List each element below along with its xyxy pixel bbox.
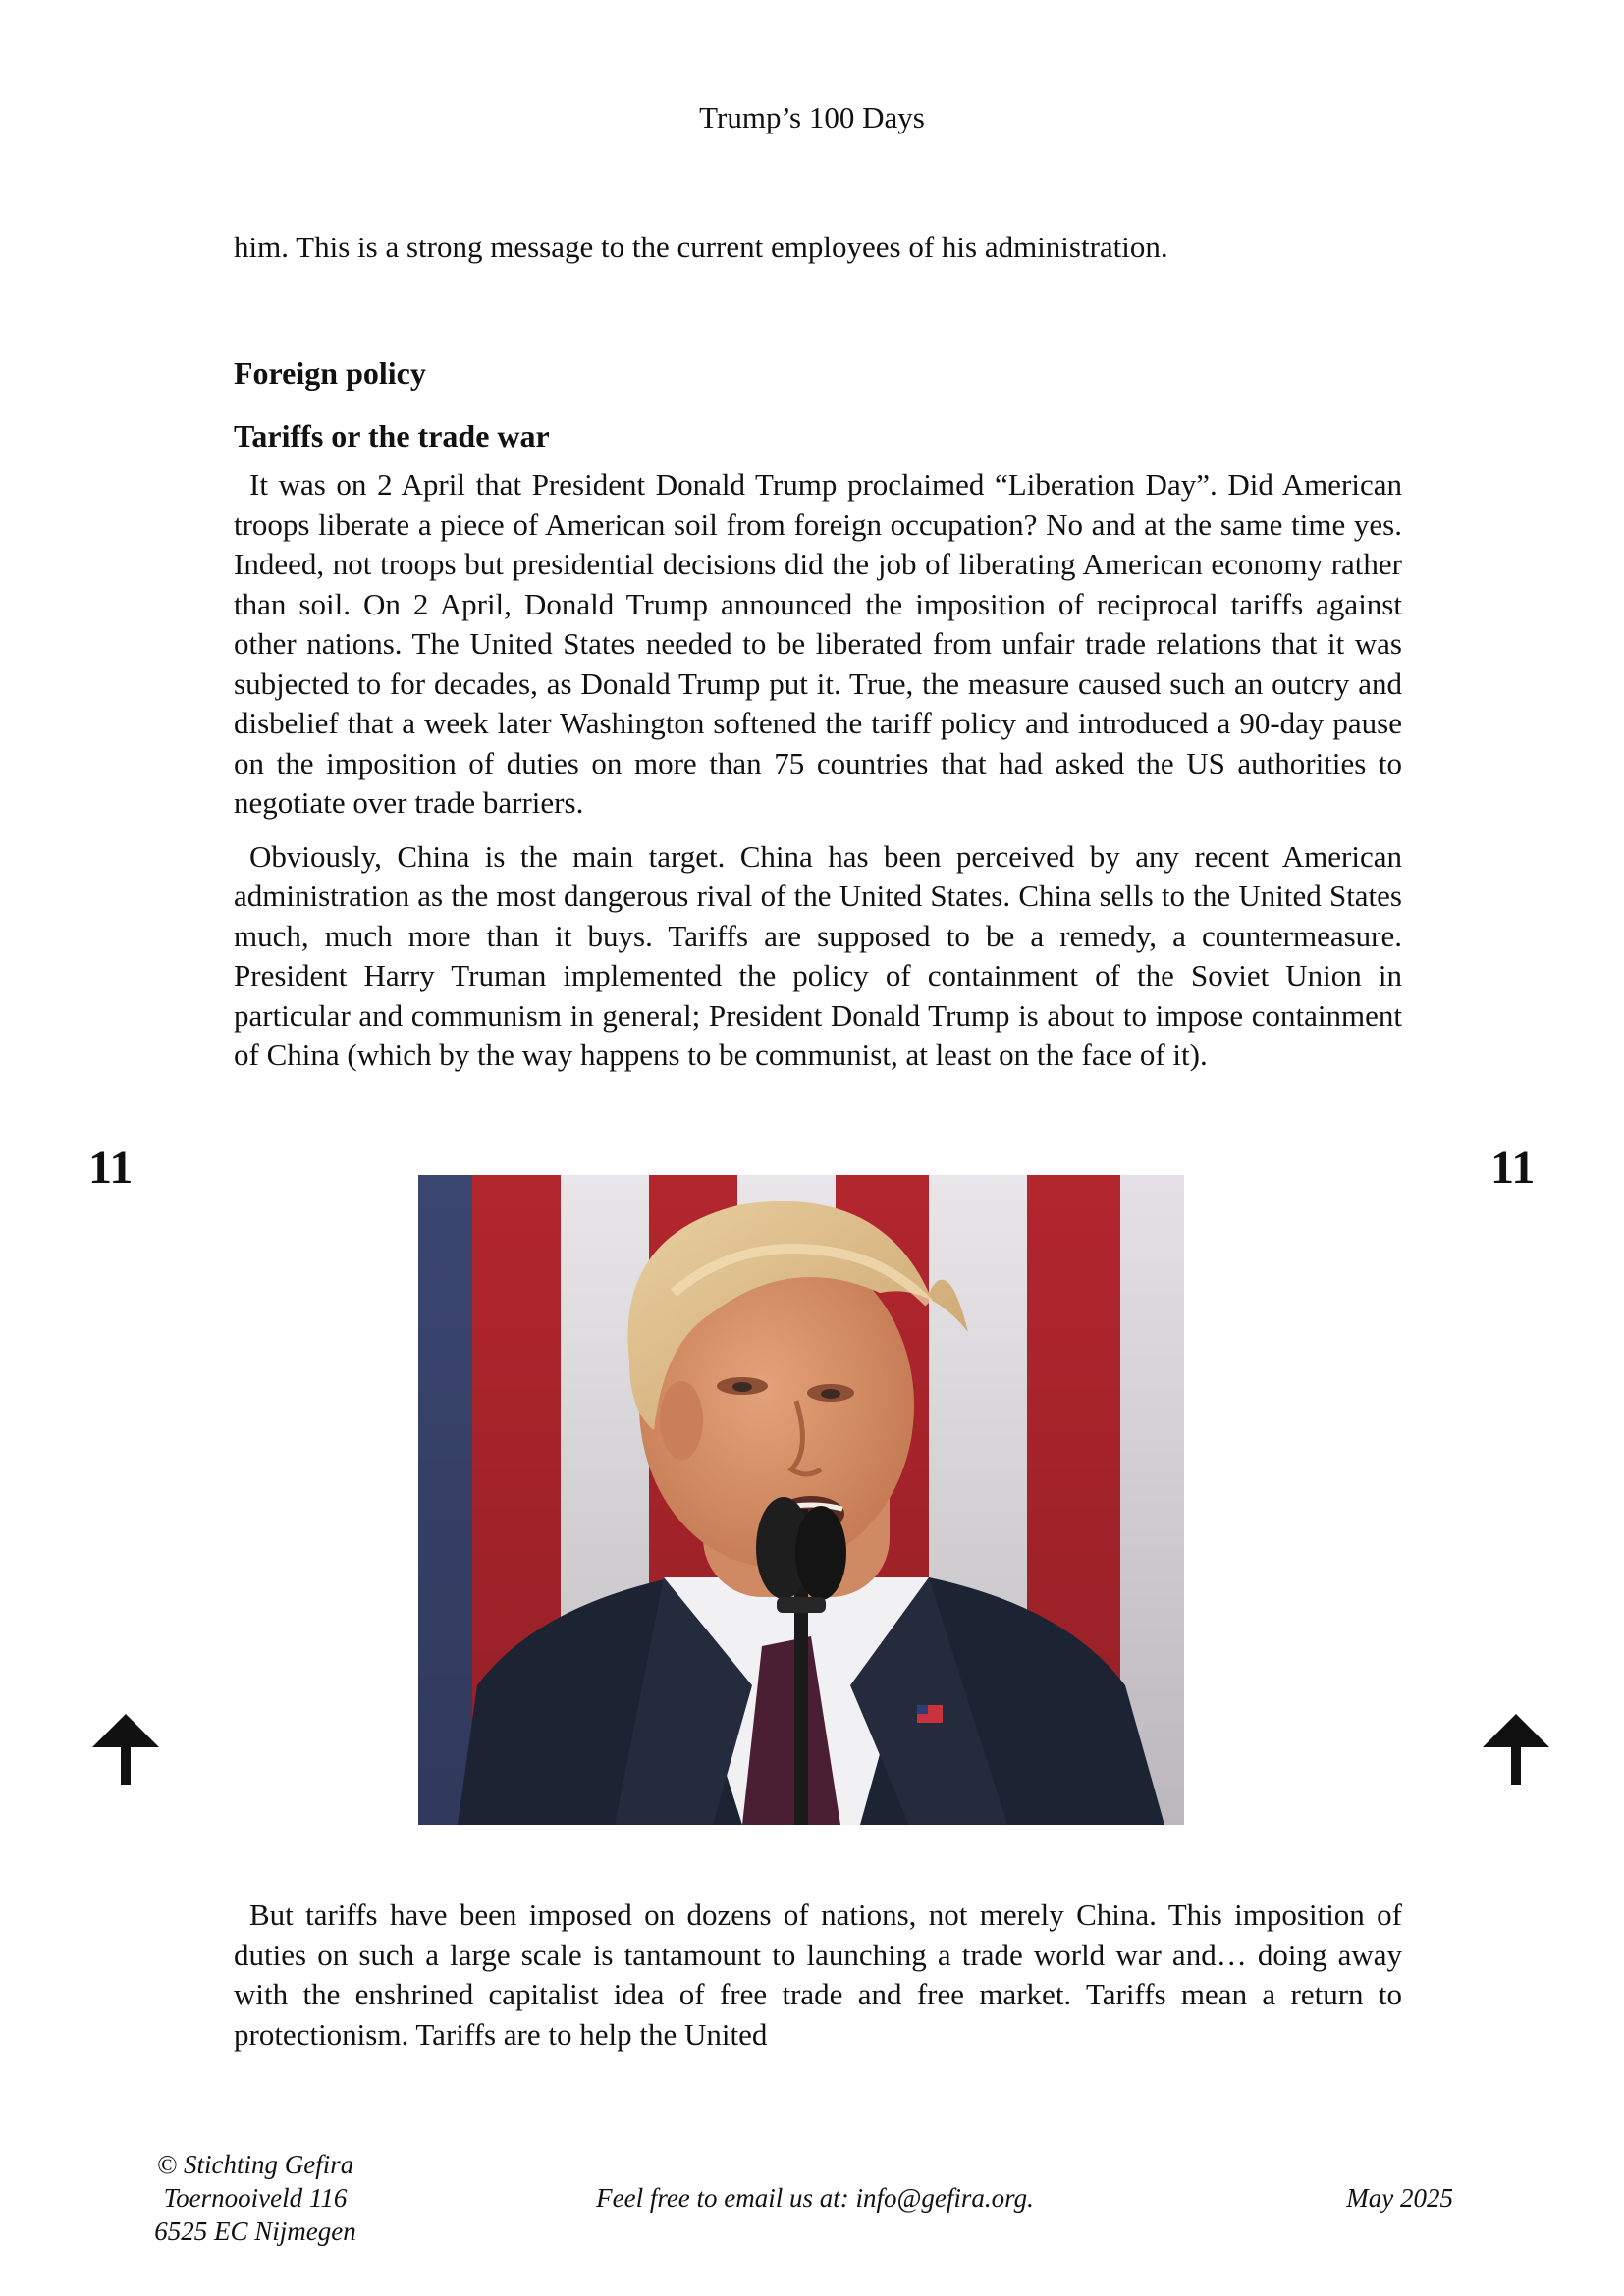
article-body-bottom xyxy=(234,1896,1402,2055)
footer-street: Toernooiveld 116 xyxy=(163,2183,348,2213)
footer-address xyxy=(137,2148,373,2248)
paragraph: Obviously, China is the main target. China has been perceived by any recent American administration as the most dangerous rival of the United States. China sells to the United States much, much more than it buys. Tariffs are supposed to be a remedy, a countermeasure. President Harry Truman implemented the policy of containment of the Soviet Union in particular and communism in general; President Donald Trump is about to impose containment of China (which by the way happens to be communist, at least on the face of it). xyxy=(234,838,1402,1072)
footer-copyright: © Stichting Gefira xyxy=(156,2150,354,2179)
sub-heading: Tariffs or the trade war xyxy=(234,418,550,454)
footer-city: 6525 EC Nijmegen xyxy=(154,2216,356,2246)
footer-contact: Feel free to email us at: info@gefira.org. xyxy=(596,2183,1034,2213)
up-arrow-icon[interactable] xyxy=(1479,1708,1553,1787)
continuation-text: him. This is a strong message to the current employees of his administration. xyxy=(234,230,1168,264)
section-heading: Foreign policy xyxy=(234,355,426,391)
paragraph: But tariffs have been imposed on dozens of nations, not merely China. This imposition of duties on such a large scale is tantamount to launching a trade world war and… doing away with the enshrined capitalist idea of free trade and free market. Tariffs mean a return to protectionism. Tariffs are to help the United xyxy=(234,1897,1402,2052)
paragraph: It was on 2 April that President Donald Trump proclaimed “Liberation Day”. Did American troops liberate a piece of American soil from foreign occupation? No and at the same time yes. Indeed, not troops but presidential decisions did the job of liberating American economy rather than soil. On 2 April, Donald Trump announced the imposition of reciprocal tariffs against other nations. The United States needed to be liberated from unfair trade relations that it was subjected to for decades, as Donald Trump put it. True, the measure caused such an outcry and disbelief that a week later Washington softened the tariff policy and introduced a 90-day pause on the imposition of duties on more than 75 countries that had asked the US authorities to negotiate over trade barriers. xyxy=(234,467,1402,820)
running-title: Trump’s 100 Days xyxy=(699,100,925,134)
page-number-right: 11 xyxy=(1490,1142,1536,1194)
article-body-top xyxy=(234,465,1402,1076)
article-photo xyxy=(418,1175,1184,1825)
page-number-left: 11 xyxy=(88,1142,134,1194)
up-arrow-icon[interactable] xyxy=(88,1708,163,1787)
footer-date: May 2025 xyxy=(1346,2183,1453,2213)
